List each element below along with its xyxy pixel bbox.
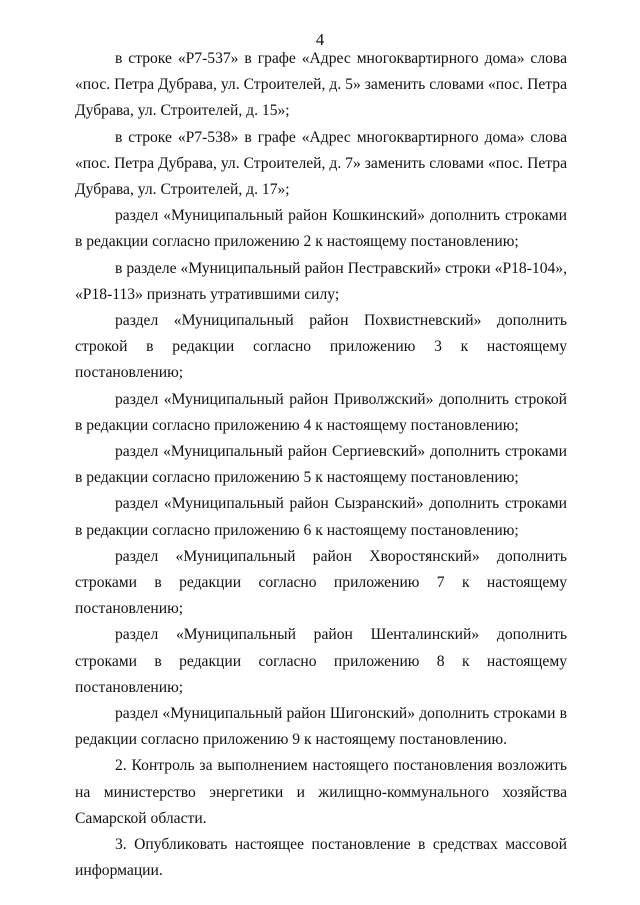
amendment-paragraph: в строке «Р7-538» в графе «Адрес многоквартирного дома» слова «пос. Петра Дубрава, ул. Строителей, д. 7» заменить словами «пос. Петра Дубрава, ул. Строителей, д. 17»; xyxy=(75,128,567,199)
amendment-paragraph: раздел «Муниципальный район Кошкинский» дополнить строками в редакции согласно приложению 2 к настоящему постановлению; xyxy=(75,207,567,251)
amendment-paragraph: раздел «Муниципальный район Хворостянский» дополнить строками в редакции согласно приложению 7 к настоящему постановлению; xyxy=(75,547,567,618)
amendment-paragraph: раздел «Муниципальный район Шенталинский» дополнить строками в редакции согласно приложению 8 к настоящему постановлению; xyxy=(75,626,567,696)
page-number: 4 xyxy=(315,30,325,49)
amendment-paragraph: раздел «Муниципальный район Сызранский» дополнить строками в редакции согласно приложению 6 к настоящему постановлению; xyxy=(75,495,567,539)
amendment-paragraph: в разделе «Муниципальный район Пестравский» строки «Р18-104», «Р18-113» признать утратившими силу; xyxy=(75,259,567,303)
clause-paragraph: 3. Опубликовать настоящее постановление в средствах массовой информации. xyxy=(75,836,567,880)
document-body xyxy=(75,46,567,885)
amendment-paragraph: раздел «Муниципальный район Приволжский» дополнить строкой в редакции согласно приложению 4 к настоящему постановлению; xyxy=(75,390,567,434)
amendment-paragraph: раздел «Муниципальный район Сергиевский» дополнить строками в редакции согласно приложению 5 к настоящему постановлению; xyxy=(75,443,567,487)
amendment-paragraph: в строке «Р7-537» в графе «Адрес многоквартирного дома» слова «пос. Петра Дубрава, ул. Строителей, д. 5» заменить словами «пос. Петра Дубрава, ул. Строителей, д. 15»; xyxy=(75,50,567,120)
amendment-paragraph: раздел «Муниципальный район Похвистневский» дополнить строкой в редакции согласно приложению 3 к настоящему постановлению; xyxy=(75,312,567,382)
amendments-list xyxy=(75,46,567,753)
amendment-paragraph: раздел «Муниципальный район Шигонский» дополнить строками в редакции согласно приложению 9 к настоящему постановлению. xyxy=(75,705,567,749)
clause-paragraph: 2. Контроль за выполнением настоящего постановления возложить на министерство энергетики и жилищно-коммунального хозяйства Самарской области. xyxy=(75,757,567,827)
numbered-clauses xyxy=(75,753,567,884)
